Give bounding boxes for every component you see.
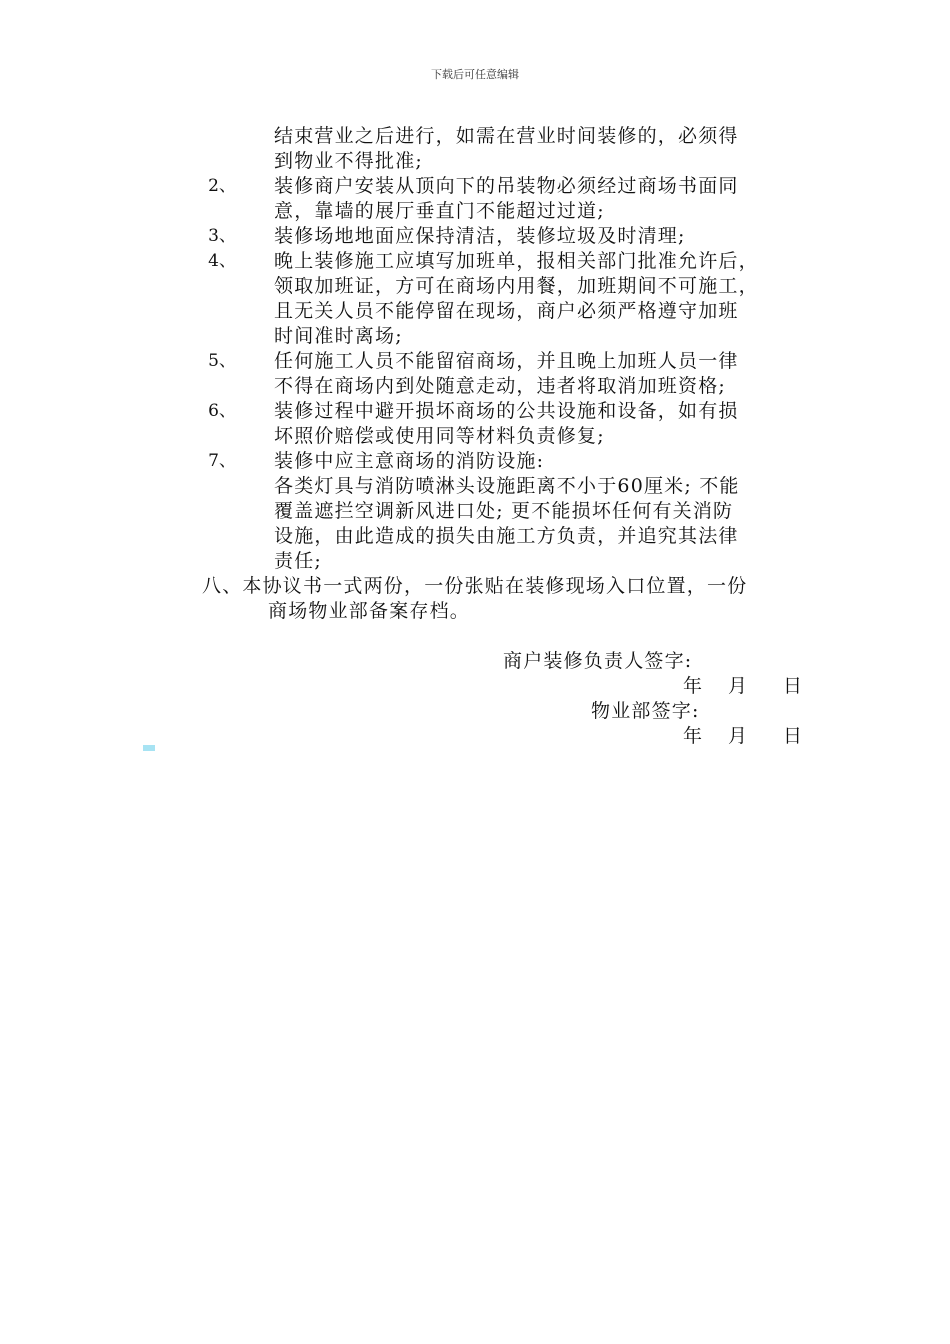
item-5-line-2: 不得在商场内到处随意走动，违者将取消加班资格; [274,375,727,397]
item-3-number: 3、 [208,226,236,246]
property-date-year: 年 [683,725,703,747]
item-4-line-4: 时间准时离场; [274,325,403,347]
item-7-line-4: 设施，由此造成的损失由施工方负责，并追究其法律 [274,525,739,547]
item-5-line-1: 任何施工人员不能留宿商场，并且晚上加班人员一律 [274,350,739,372]
header-note: 下载后可任意编辑 [431,68,519,81]
merchant-date-month: 月 [728,675,748,697]
item-4-line-2: 领取加班证，方可在商场内用餐，加班期间不可施工， [274,275,759,297]
item-6-line-1: 装修过程中避开损坏商场的公共设施和设备，如有损 [274,400,739,422]
item-7-line-3: 覆盖遮拦空调新风进口处; 更不能损坏任何有关消防 [274,500,734,522]
item-2-line-1: 装修商户安装从顶向下的吊装物必须经过商场书面同 [274,175,739,197]
item-4-number: 4、 [208,251,236,271]
item-2-number: 2、 [208,176,236,196]
merchant-date-year: 年 [683,675,703,697]
item-3-line-1: 装修场地地面应保持清洁，装修垃圾及时清理; [274,225,686,247]
item-7-line-5: 责任; [274,550,323,572]
item-1-line-2: 到物业不得批准; [274,150,424,172]
property-date-day: 日 [783,725,803,747]
item-1-line-1: 结束营业之后进行，如需在营业时间装修的，必须得 [274,125,739,147]
clause-8-line-1: 八、本协议书一式两份，一份张贴在装修现场入口位置，一份 [202,575,748,597]
property-signature-label: 物业部签字: [591,700,700,722]
item-7-number: 7、 [208,451,236,471]
text-cursor-marker [143,745,155,751]
clause-8-line-2: 商场物业部备案存档。 [268,600,471,622]
item-2-line-2: 意，靠墙的展厅垂直门不能超过过道; [274,200,605,222]
merchant-signature-label: 商户装修负责人签字: [503,650,693,672]
item-4-line-1: 晚上装修施工应填写加班单，报相关部门批准允许后， [274,250,759,272]
item-6-number: 6、 [208,401,236,421]
item-7-line-2: 各类灯具与消防喷淋头设施距离不小于60厘米; 不能 [274,475,740,497]
item-4-line-3: 且无关人员不能停留在现场，商户必须严格遵守加班 [274,300,739,322]
item-5-number: 5、 [208,351,236,371]
item-6-line-2: 坏照价赔偿或使用同等材料负责修复; [274,425,605,447]
item-7-line-1: 装修中应主意商场的消防设施: [274,450,545,472]
merchant-date-day: 日 [783,675,803,697]
property-date-month: 月 [728,725,748,747]
